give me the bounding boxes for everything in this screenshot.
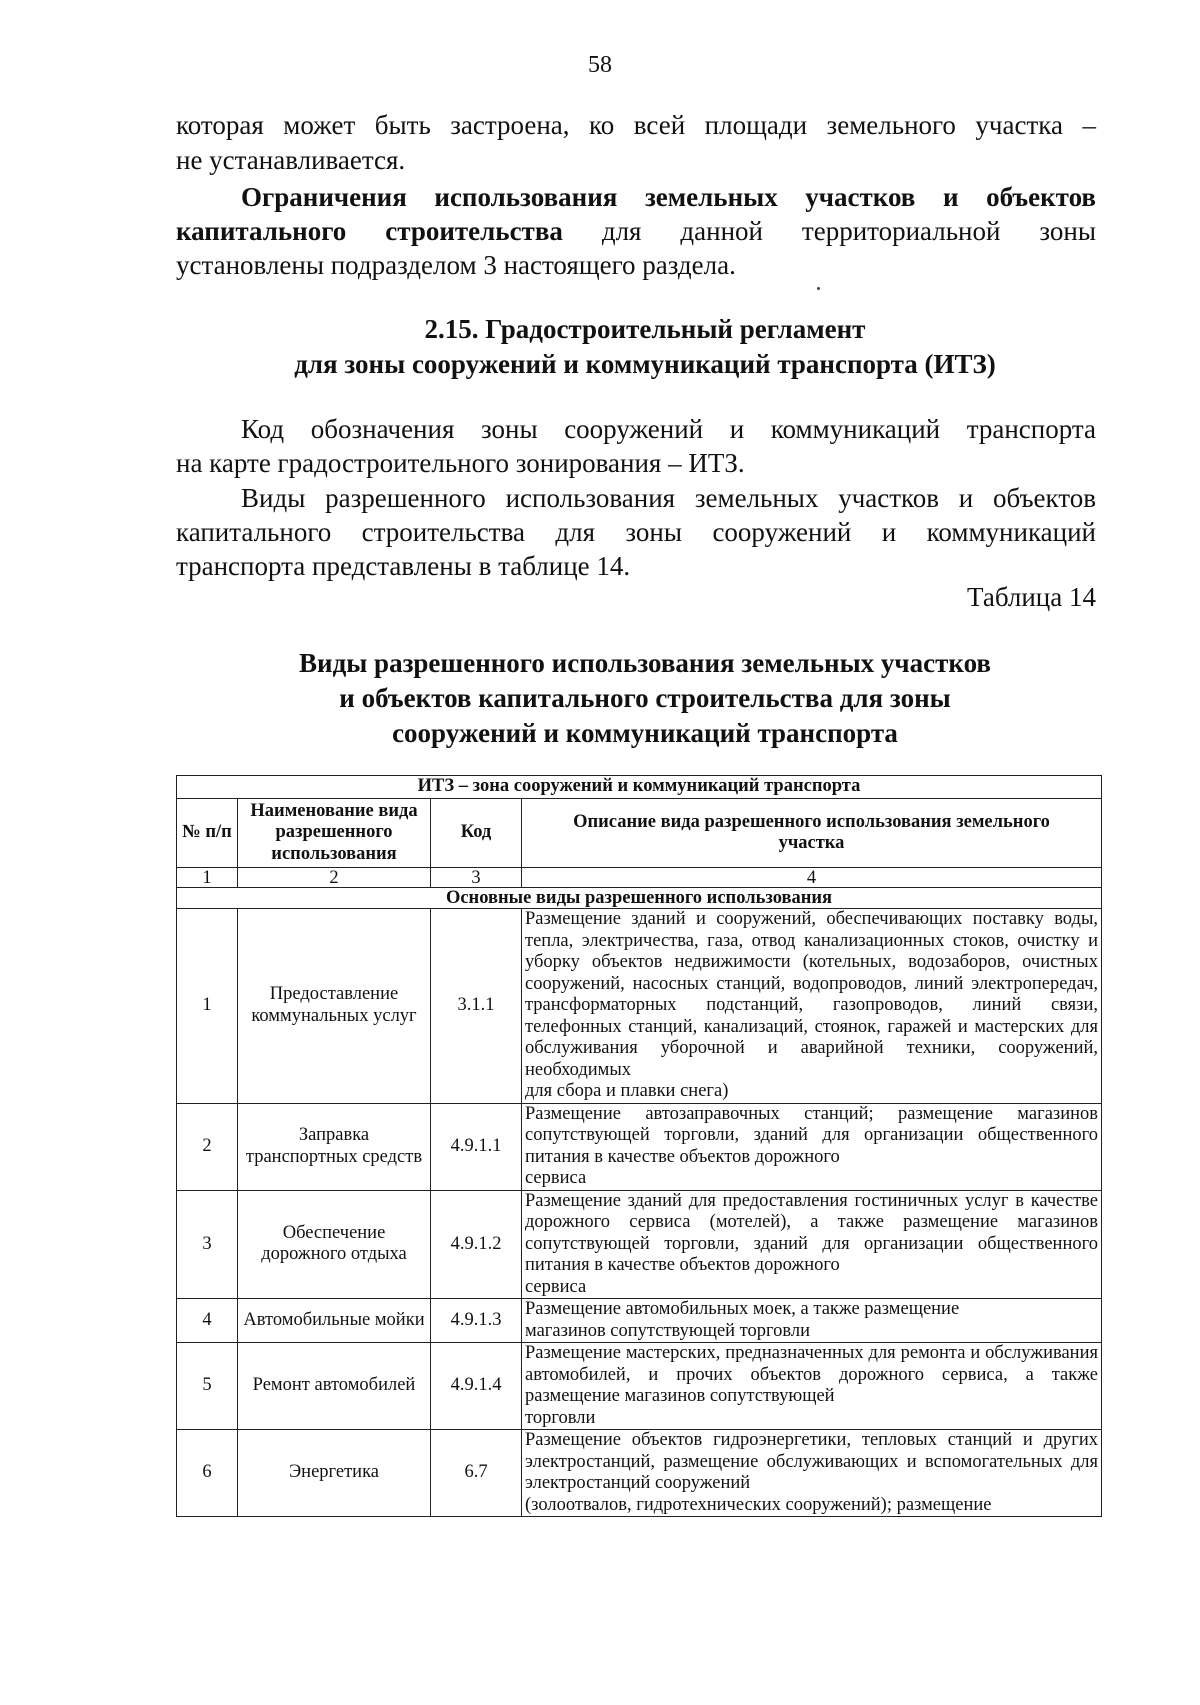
table-row xyxy=(177,1299,1102,1343)
col-header-num: № п/п xyxy=(177,799,238,868)
para2-rest: для данной территориальной зоны xyxy=(562,216,1096,246)
table-label: Таблица 14 xyxy=(967,582,1096,612)
row-desc xyxy=(522,1299,1102,1343)
section-row xyxy=(177,888,1102,909)
para2-bold-start: капитального строительства xyxy=(176,216,563,246)
col-number-2: 2 xyxy=(238,868,431,888)
table-row xyxy=(177,1103,1102,1190)
row-code: 6.7 xyxy=(431,1430,522,1517)
row-desc xyxy=(522,1430,1102,1517)
row-code: 4.9.1.1 xyxy=(431,1103,522,1190)
col-header-desc: Описание вида разрешенного использования земельного участка xyxy=(522,799,1102,868)
page-number: 58 xyxy=(588,52,612,78)
table-row xyxy=(177,1430,1102,1517)
para1-line2: не устанавливается. xyxy=(176,145,406,175)
para2-line2 xyxy=(176,214,1096,249)
table-title-line1: Виды разрешенного использования земельных участков xyxy=(299,648,991,678)
row-name: Заправка транспортных средств xyxy=(238,1103,431,1190)
para1-line1: которая может быть застроена, ко всей площади земельного участка – xyxy=(176,110,1096,140)
row-name: Предоставление коммунальных услуг xyxy=(238,909,431,1104)
row-num: 6 xyxy=(177,1430,238,1517)
para4-line1: Виды разрешенного использования земельных участков и объектов xyxy=(241,483,1096,513)
row-desc-main: Размещение зданий и сооружений, обеспечивающих поставку воды, тепла, электричества, газа, отвод канализационных стоков, очистку и уборку объектов недвижимости (котельных, водозаборов, очистных сооружений, насосных станций, водопроводов, линий электропередач, трансформаторных подстанций, газопроводов, линий связи, телефонных станций, канализаций, стоянок, гаражей и мастерских для обслуживания уборочной и аварийной техники, сооружений, необходимых xyxy=(525,909,1098,1080)
row-name: Обеспечение дорожного отдыха xyxy=(238,1190,431,1299)
row-code: 4.9.1.4 xyxy=(431,1343,522,1430)
section-heading-line2: для зоны сооружений и коммуникаций транспорта (ИТЗ) xyxy=(294,349,996,379)
table-row xyxy=(177,1190,1102,1299)
row-desc-main: Размещение автомобильных моек, а также размещение xyxy=(525,1299,960,1319)
row-name: Автомобильные мойки xyxy=(238,1299,431,1343)
scan-speck xyxy=(817,287,820,290)
para4-line3: транспорта представлены в таблице 14. xyxy=(176,551,631,581)
row-desc-last: магазинов сопутствующей торговли xyxy=(525,1320,811,1341)
table-title-line3: сооружений и коммуникаций транспорта xyxy=(392,718,898,748)
table-title-line2: и объектов капитального строительства для зоны xyxy=(339,683,951,713)
row-desc-main: Размещение зданий для предоставления гостиничных услуг в качестве дорожного сервиса (мотелей), а также размещение магазинов сопутствующей торговли, зданий для организации общественного питания в качестве объектов дорожного xyxy=(525,1190,1098,1275)
col-number-4: 4 xyxy=(522,868,1102,888)
column-number-row xyxy=(177,868,1102,888)
row-num: 5 xyxy=(177,1343,238,1430)
row-desc xyxy=(522,909,1102,1104)
section-label: Основные виды разрешенного использования xyxy=(177,888,1102,909)
row-desc-main: Размещение автозаправочных станций; размещение магазинов сопутствующей торговли, зданий для организации общественного питания в качестве объектов дорожного xyxy=(525,1103,1098,1167)
table-row xyxy=(177,1343,1102,1430)
row-desc-last: торговли xyxy=(525,1407,596,1428)
col-header-code: Код xyxy=(431,799,522,868)
row-num: 4 xyxy=(177,1299,238,1343)
section-heading-line1: 2.15. Градостроительный регламент xyxy=(424,314,866,344)
row-name: Энергетика xyxy=(238,1430,431,1517)
col-number-1: 1 xyxy=(177,868,238,888)
row-desc-last: сервиса xyxy=(525,1168,587,1188)
para3-line2: на карте градостроительного зонирования – ИТЗ. xyxy=(176,448,745,478)
row-code: 4.9.1.3 xyxy=(431,1299,522,1343)
column-header-row xyxy=(177,799,1102,868)
row-desc-last: (золоотвалов, гидротехнических сооружений); размещение xyxy=(525,1494,992,1515)
row-desc-main: Размещение объектов гидроэнергетики, тепловых станций и других электростанций, размещение обслуживающих и вспомогательных для электростанций сооружений xyxy=(525,1430,1098,1493)
para2-line3: установлены подразделом 3 настоящего раздела. xyxy=(176,250,736,280)
row-desc-last: для сбора и плавки снега) xyxy=(525,1081,729,1101)
row-num: 2 xyxy=(177,1103,238,1190)
row-desc xyxy=(522,1343,1102,1430)
zoning-table xyxy=(176,775,1102,1517)
row-desc xyxy=(522,1103,1102,1190)
col-header-name: Наименование вида разрешенного использования xyxy=(238,799,431,868)
para2-line1: Ограничения использования земельных участков и объектов xyxy=(241,182,1096,212)
row-num: 1 xyxy=(177,909,238,1104)
row-desc-last: сервиса xyxy=(525,1276,587,1297)
col-number-3: 3 xyxy=(431,868,522,888)
row-desc xyxy=(522,1190,1102,1299)
zone-header: ИТЗ – зона сооружений и коммуникаций транспорта xyxy=(177,776,1102,799)
para4-line2: капитального строительства для зоны сооружений и коммуникаций xyxy=(176,517,1096,547)
row-name: Ремонт автомобилей xyxy=(238,1343,431,1430)
row-num: 3 xyxy=(177,1190,238,1299)
table-row xyxy=(177,909,1102,1104)
row-code: 4.9.1.2 xyxy=(431,1190,522,1299)
row-code: 3.1.1 xyxy=(431,909,522,1104)
zone-header-row xyxy=(177,776,1102,799)
row-desc-main: Размещение мастерских, предназначенных для ремонта и обслуживания автомобилей, и прочих объектов дорожного сервиса, а также размещение магазинов сопутствующей xyxy=(525,1343,1098,1406)
para3-line1: Код обозначения зоны сооружений и коммуникаций транспорта xyxy=(241,414,1096,444)
